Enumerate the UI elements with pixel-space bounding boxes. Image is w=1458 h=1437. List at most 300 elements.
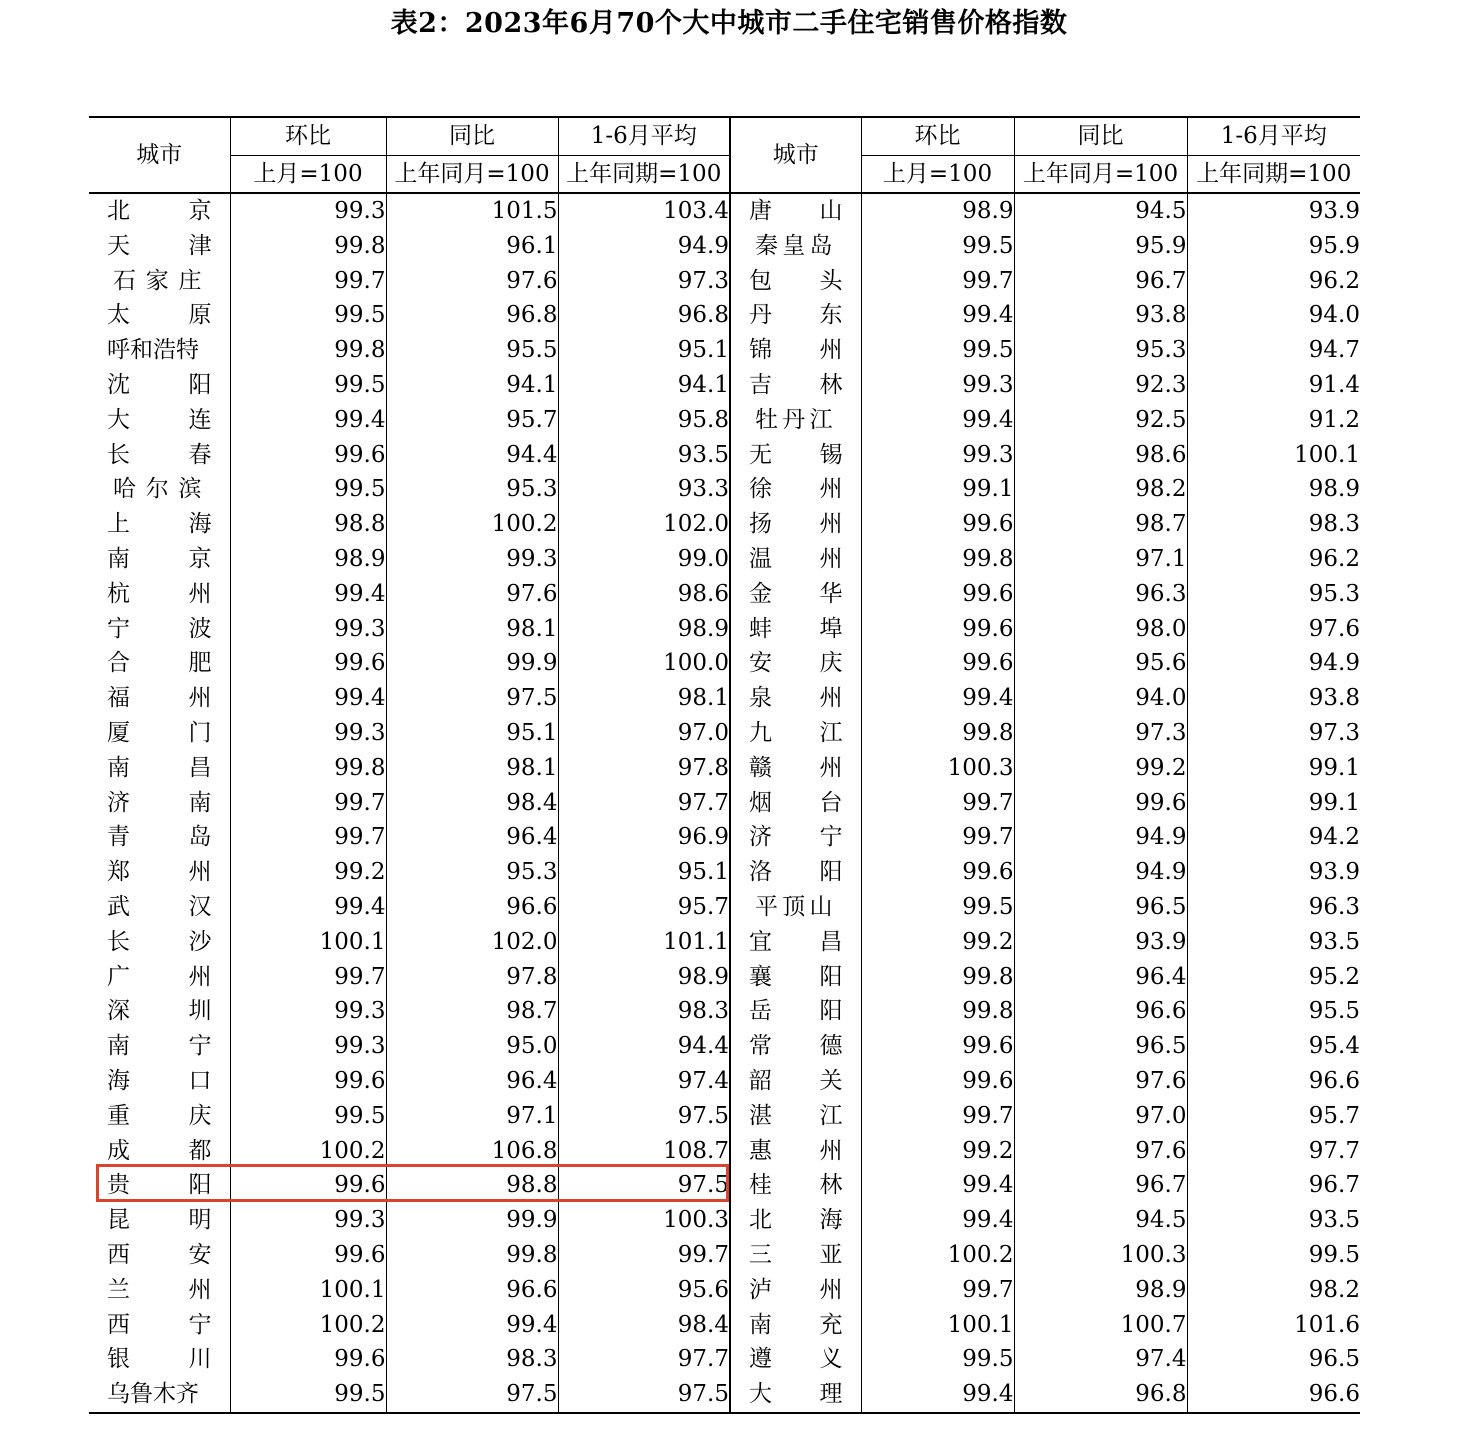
city-name-cell bbox=[89, 333, 230, 368]
mom-value-cell: 99.8 bbox=[861, 716, 1014, 751]
yoy-value-cell: 95.9 bbox=[1014, 229, 1187, 264]
city-name-cell bbox=[89, 646, 230, 681]
avg-value-cell: 97.8 bbox=[558, 751, 730, 786]
city-name-cell bbox=[730, 1134, 861, 1169]
yoy-value-cell: 99.6 bbox=[1014, 786, 1187, 821]
city-name: 福 州 bbox=[107, 685, 212, 712]
avg-value-cell: 97.7 bbox=[558, 1342, 730, 1377]
city-name: 广 州 bbox=[107, 963, 212, 990]
yoy-value-cell: 100.3 bbox=[1014, 1238, 1187, 1273]
table-row bbox=[89, 1308, 1360, 1343]
header-yoy-base-right: 上年同月=100 bbox=[1014, 156, 1187, 194]
mom-value-cell: 99.3 bbox=[861, 368, 1014, 403]
city-name: 平 顶 山 bbox=[755, 893, 833, 920]
city-name-cell bbox=[730, 681, 861, 716]
yoy-value-cell: 97.6 bbox=[386, 577, 558, 612]
city-name-cell bbox=[89, 994, 230, 1029]
mom-value-cell: 99.5 bbox=[230, 1099, 386, 1134]
mom-value-cell: 99.6 bbox=[861, 646, 1014, 681]
city-name-cell bbox=[89, 786, 230, 821]
mom-value-cell: 100.2 bbox=[861, 1238, 1014, 1273]
yoy-value-cell: 101.5 bbox=[386, 193, 558, 229]
avg-value-cell: 98.3 bbox=[558, 994, 730, 1029]
city-name-cell bbox=[89, 1168, 230, 1203]
city-name-cell bbox=[730, 994, 861, 1029]
table-row bbox=[89, 1168, 1360, 1203]
yoy-value-cell: 95.6 bbox=[1014, 646, 1187, 681]
mom-value-cell: 99.5 bbox=[230, 368, 386, 403]
avg-value-cell: 97.5 bbox=[558, 1168, 730, 1203]
mom-value-cell: 99.8 bbox=[230, 229, 386, 264]
city-name-cell bbox=[730, 820, 861, 855]
yoy-value-cell: 93.8 bbox=[1014, 298, 1187, 333]
city-name-cell bbox=[730, 333, 861, 368]
city-name: 北 京 bbox=[107, 198, 212, 224]
avg-value-cell: 97.4 bbox=[558, 1064, 730, 1099]
city-name: 烟 台 bbox=[749, 789, 843, 816]
avg-value-cell: 103.4 bbox=[558, 193, 730, 229]
city-name-cell bbox=[730, 1238, 861, 1273]
mom-value-cell: 99.6 bbox=[861, 577, 1014, 612]
table-row bbox=[89, 403, 1360, 438]
city-name: 长 春 bbox=[107, 441, 212, 468]
city-name: 重 庆 bbox=[107, 1102, 212, 1129]
yoy-value-cell: 99.3 bbox=[386, 542, 558, 577]
avg-value-cell: 91.4 bbox=[1187, 368, 1360, 403]
avg-value-cell: 94.0 bbox=[1187, 298, 1360, 333]
mom-value-cell: 99.6 bbox=[230, 1238, 386, 1273]
header-city-left: 城市 bbox=[89, 117, 230, 193]
table-row bbox=[89, 960, 1360, 995]
yoy-value-cell: 94.1 bbox=[386, 368, 558, 403]
avg-value-cell: 93.9 bbox=[1187, 855, 1360, 890]
city-name-cell bbox=[89, 890, 230, 925]
mom-value-cell: 99.4 bbox=[861, 1377, 1014, 1413]
city-name: 金 华 bbox=[749, 580, 843, 607]
city-name: 上 海 bbox=[107, 511, 212, 538]
mom-value-cell: 100.3 bbox=[861, 751, 1014, 786]
yoy-value-cell: 98.9 bbox=[1014, 1273, 1187, 1308]
price-index-table bbox=[89, 116, 1360, 1414]
yoy-value-cell: 98.1 bbox=[386, 612, 558, 647]
yoy-value-cell: 95.1 bbox=[386, 716, 558, 751]
city-name: 银 川 bbox=[107, 1346, 212, 1373]
yoy-value-cell: 96.3 bbox=[1014, 577, 1187, 612]
yoy-value-cell: 95.7 bbox=[386, 403, 558, 438]
yoy-value-cell: 95.3 bbox=[1014, 333, 1187, 368]
mom-value-cell: 100.1 bbox=[861, 1308, 1014, 1343]
yoy-value-cell: 96.4 bbox=[1014, 960, 1187, 995]
city-name-cell bbox=[89, 1134, 230, 1169]
table-row bbox=[89, 716, 1360, 751]
avg-value-cell: 96.7 bbox=[1187, 1168, 1360, 1203]
yoy-value-cell: 96.8 bbox=[386, 298, 558, 333]
mom-value-cell: 100.2 bbox=[230, 1134, 386, 1169]
table-row bbox=[89, 264, 1360, 299]
yoy-value-cell: 96.6 bbox=[1014, 994, 1187, 1029]
avg-value-cell: 98.1 bbox=[558, 681, 730, 716]
yoy-value-cell: 94.5 bbox=[1014, 1203, 1187, 1238]
yoy-value-cell: 97.5 bbox=[386, 681, 558, 716]
avg-value-cell: 97.3 bbox=[558, 264, 730, 299]
city-name-cell bbox=[730, 1029, 861, 1064]
mom-value-cell: 99.2 bbox=[861, 925, 1014, 960]
mom-value-cell: 99.5 bbox=[230, 298, 386, 333]
yoy-value-cell: 96.7 bbox=[1014, 264, 1187, 299]
city-name: 包 头 bbox=[749, 267, 843, 294]
city-name-cell bbox=[730, 368, 861, 403]
city-name: 杭 州 bbox=[107, 580, 212, 607]
city-name: 三 亚 bbox=[749, 1241, 843, 1268]
city-name-cell bbox=[730, 890, 861, 925]
table-row bbox=[89, 1273, 1360, 1308]
city-name-cell bbox=[89, 751, 230, 786]
mom-value-cell: 99.3 bbox=[230, 612, 386, 647]
city-name: 沈 阳 bbox=[107, 371, 212, 398]
yoy-value-cell: 97.5 bbox=[386, 1377, 558, 1413]
city-name-cell bbox=[730, 786, 861, 821]
yoy-value-cell: 100.2 bbox=[386, 507, 558, 542]
avg-value-cell: 95.8 bbox=[558, 403, 730, 438]
table-row bbox=[89, 368, 1360, 403]
city-name: 宜 昌 bbox=[749, 928, 843, 955]
city-name: 大 理 bbox=[749, 1381, 843, 1408]
city-name-cell bbox=[730, 925, 861, 960]
city-name-cell bbox=[730, 403, 861, 438]
table-row bbox=[89, 1134, 1360, 1169]
mom-value-cell: 99.8 bbox=[861, 994, 1014, 1029]
mom-value-cell: 99.8 bbox=[230, 333, 386, 368]
yoy-value-cell: 97.3 bbox=[1014, 716, 1187, 751]
city-name: 蚌 埠 bbox=[749, 615, 843, 642]
city-name-cell bbox=[730, 716, 861, 751]
avg-value-cell: 93.5 bbox=[1187, 1203, 1360, 1238]
mom-value-cell: 99.1 bbox=[861, 472, 1014, 507]
avg-value-cell: 95.1 bbox=[558, 855, 730, 890]
city-name: 贵 阳 bbox=[107, 1172, 212, 1199]
city-name: 九 江 bbox=[749, 719, 843, 746]
avg-value-cell: 99.5 bbox=[1187, 1238, 1360, 1273]
avg-value-cell: 98.3 bbox=[1187, 507, 1360, 542]
avg-value-cell: 98.9 bbox=[558, 960, 730, 995]
avg-value-cell: 91.2 bbox=[1187, 403, 1360, 438]
mom-value-cell: 99.3 bbox=[230, 716, 386, 751]
city-name-cell bbox=[89, 1308, 230, 1343]
mom-value-cell: 99.3 bbox=[861, 438, 1014, 473]
avg-value-cell: 99.1 bbox=[1187, 751, 1360, 786]
city-name: 石 家 庄 bbox=[113, 267, 202, 294]
mom-value-cell: 99.6 bbox=[230, 438, 386, 473]
mom-value-cell: 99.3 bbox=[230, 1203, 386, 1238]
table-row bbox=[89, 542, 1360, 577]
yoy-value-cell: 95.3 bbox=[386, 855, 558, 890]
yoy-value-cell: 97.1 bbox=[386, 1099, 558, 1134]
city-name-cell bbox=[730, 438, 861, 473]
city-name-cell bbox=[89, 507, 230, 542]
city-name-cell bbox=[730, 855, 861, 890]
yoy-value-cell: 96.4 bbox=[386, 820, 558, 855]
avg-value-cell: 96.6 bbox=[1187, 1064, 1360, 1099]
yoy-value-cell: 97.6 bbox=[1014, 1134, 1187, 1169]
city-name: 洛 阳 bbox=[749, 859, 843, 886]
mom-value-cell: 99.8 bbox=[230, 751, 386, 786]
avg-value-cell: 100.1 bbox=[1187, 438, 1360, 473]
avg-value-cell: 94.9 bbox=[1187, 646, 1360, 681]
avg-value-cell: 95.4 bbox=[1187, 1029, 1360, 1064]
city-name: 温 州 bbox=[749, 545, 843, 572]
city-name-cell bbox=[730, 229, 861, 264]
avg-value-cell: 95.2 bbox=[1187, 960, 1360, 995]
yoy-value-cell: 106.8 bbox=[386, 1134, 558, 1169]
yoy-value-cell: 98.4 bbox=[386, 786, 558, 821]
city-name: 牡 丹 江 bbox=[755, 406, 833, 433]
avg-value-cell: 93.9 bbox=[1187, 193, 1360, 229]
avg-value-cell: 97.0 bbox=[558, 716, 730, 751]
header-yoy-base-left: 上年同月=100 bbox=[386, 156, 558, 194]
city-name-cell bbox=[89, 612, 230, 647]
city-name-cell bbox=[730, 577, 861, 612]
avg-value-cell: 94.1 bbox=[558, 368, 730, 403]
table-row bbox=[89, 1099, 1360, 1134]
mom-value-cell: 99.7 bbox=[861, 264, 1014, 299]
avg-value-cell: 99.0 bbox=[558, 542, 730, 577]
city-name: 西 安 bbox=[107, 1241, 212, 1268]
avg-value-cell: 93.5 bbox=[1187, 925, 1360, 960]
city-name: 天 津 bbox=[107, 232, 212, 259]
city-name: 大 连 bbox=[107, 406, 212, 433]
city-name-cell bbox=[89, 438, 230, 473]
city-name-cell bbox=[89, 681, 230, 716]
table-row bbox=[89, 193, 1360, 229]
yoy-value-cell: 94.9 bbox=[1014, 855, 1187, 890]
yoy-value-cell: 95.5 bbox=[386, 333, 558, 368]
city-name-cell bbox=[89, 1203, 230, 1238]
table-row bbox=[89, 646, 1360, 681]
city-name: 深 圳 bbox=[107, 998, 212, 1025]
city-name-cell bbox=[730, 507, 861, 542]
header-avg-base-right: 上年同期=100 bbox=[1187, 156, 1360, 194]
mom-value-cell: 99.7 bbox=[230, 820, 386, 855]
mom-value-cell: 99.5 bbox=[230, 1377, 386, 1413]
city-name: 南 宁 bbox=[107, 1033, 212, 1060]
mom-value-cell: 99.6 bbox=[230, 1064, 386, 1099]
header-avg-base-left: 上年同期=100 bbox=[558, 156, 730, 194]
city-name-cell bbox=[730, 1342, 861, 1377]
mom-value-cell: 99.7 bbox=[230, 264, 386, 299]
mom-value-cell: 99.6 bbox=[861, 1064, 1014, 1099]
mom-value-cell: 99.5 bbox=[861, 1342, 1014, 1377]
yoy-value-cell: 98.8 bbox=[386, 1168, 558, 1203]
avg-value-cell: 96.2 bbox=[1187, 542, 1360, 577]
avg-value-cell: 96.3 bbox=[1187, 890, 1360, 925]
city-name-cell bbox=[89, 925, 230, 960]
city-name-cell bbox=[89, 368, 230, 403]
table-row bbox=[89, 507, 1360, 542]
table-row bbox=[89, 1238, 1360, 1273]
mom-value-cell: 100.1 bbox=[230, 1273, 386, 1308]
mom-value-cell: 99.3 bbox=[230, 193, 386, 229]
avg-value-cell: 102.0 bbox=[558, 507, 730, 542]
yoy-value-cell: 99.9 bbox=[386, 646, 558, 681]
city-name-cell bbox=[89, 472, 230, 507]
city-name: 锦 州 bbox=[749, 337, 843, 364]
city-name: 长 沙 bbox=[107, 928, 212, 955]
mom-value-cell: 98.9 bbox=[230, 542, 386, 577]
yoy-value-cell: 94.9 bbox=[1014, 820, 1187, 855]
mom-value-cell: 99.6 bbox=[230, 1342, 386, 1377]
city-name: 遵 义 bbox=[749, 1346, 843, 1373]
city-name-cell bbox=[89, 820, 230, 855]
table-row bbox=[89, 438, 1360, 473]
mom-value-cell: 99.4 bbox=[230, 403, 386, 438]
header-avg-left: 1-6月平均 bbox=[558, 117, 730, 156]
mom-value-cell: 99.7 bbox=[861, 1099, 1014, 1134]
yoy-value-cell: 98.2 bbox=[1014, 472, 1187, 507]
table-row bbox=[89, 786, 1360, 821]
yoy-value-cell: 96.8 bbox=[1014, 1377, 1187, 1413]
avg-value-cell: 93.5 bbox=[558, 438, 730, 473]
mom-value-cell: 99.7 bbox=[230, 960, 386, 995]
city-name-cell bbox=[89, 1029, 230, 1064]
table-body bbox=[89, 193, 1360, 1413]
yoy-value-cell: 96.6 bbox=[386, 890, 558, 925]
city-name-cell bbox=[89, 264, 230, 299]
avg-value-cell: 96.9 bbox=[558, 820, 730, 855]
city-name: 赣 州 bbox=[749, 754, 843, 781]
yoy-value-cell: 98.7 bbox=[1014, 507, 1187, 542]
table-row bbox=[89, 472, 1360, 507]
mom-value-cell: 99.4 bbox=[861, 1168, 1014, 1203]
avg-value-cell: 97.6 bbox=[1187, 612, 1360, 647]
header-avg-right: 1-6月平均 bbox=[1187, 117, 1360, 156]
city-name: 济 宁 bbox=[749, 824, 843, 851]
city-name: 郑 州 bbox=[107, 859, 212, 886]
avg-value-cell: 96.2 bbox=[1187, 264, 1360, 299]
yoy-value-cell: 98.3 bbox=[386, 1342, 558, 1377]
mom-value-cell: 98.9 bbox=[861, 193, 1014, 229]
city-name-cell bbox=[730, 1273, 861, 1308]
table-row bbox=[89, 681, 1360, 716]
yoy-value-cell: 98.7 bbox=[386, 994, 558, 1029]
city-name-cell bbox=[89, 229, 230, 264]
city-name: 兰 州 bbox=[107, 1276, 212, 1303]
city-name-cell bbox=[730, 1203, 861, 1238]
yoy-value-cell: 96.6 bbox=[386, 1273, 558, 1308]
city-name-cell bbox=[89, 1238, 230, 1273]
table-row bbox=[89, 1064, 1360, 1099]
city-name: 合 肥 bbox=[107, 650, 212, 677]
avg-value-cell: 101.6 bbox=[1187, 1308, 1360, 1343]
avg-value-cell: 94.9 bbox=[558, 229, 730, 264]
header-mom-left: 环比 bbox=[230, 117, 386, 156]
city-name: 济 南 bbox=[107, 789, 212, 816]
avg-value-cell: 97.7 bbox=[558, 786, 730, 821]
avg-value-cell: 100.0 bbox=[558, 646, 730, 681]
avg-value-cell: 98.4 bbox=[558, 1308, 730, 1343]
avg-value-cell: 98.9 bbox=[1187, 472, 1360, 507]
avg-value-cell: 95.7 bbox=[558, 890, 730, 925]
yoy-value-cell: 98.1 bbox=[386, 751, 558, 786]
yoy-value-cell: 92.3 bbox=[1014, 368, 1187, 403]
mom-value-cell: 98.8 bbox=[230, 507, 386, 542]
yoy-value-cell: 94.4 bbox=[386, 438, 558, 473]
city-name-cell bbox=[89, 403, 230, 438]
city-name: 安 庆 bbox=[749, 650, 843, 677]
header-mom-right: 环比 bbox=[861, 117, 1014, 156]
city-name-cell bbox=[89, 1342, 230, 1377]
avg-value-cell: 96.8 bbox=[558, 298, 730, 333]
mom-value-cell: 99.7 bbox=[230, 786, 386, 821]
yoy-value-cell: 99.2 bbox=[1014, 751, 1187, 786]
avg-value-cell: 95.5 bbox=[1187, 994, 1360, 1029]
mom-value-cell: 99.7 bbox=[861, 1273, 1014, 1308]
city-name: 徐 州 bbox=[749, 476, 843, 503]
city-name: 襄 阳 bbox=[749, 963, 843, 990]
yoy-value-cell: 96.7 bbox=[1014, 1168, 1187, 1203]
city-name: 无 锡 bbox=[749, 441, 843, 468]
city-name-cell bbox=[89, 1064, 230, 1099]
yoy-value-cell: 97.4 bbox=[1014, 1342, 1187, 1377]
city-name: 太 原 bbox=[107, 302, 212, 329]
avg-value-cell: 97.5 bbox=[558, 1377, 730, 1413]
mom-value-cell: 99.6 bbox=[861, 612, 1014, 647]
mom-value-cell: 99.4 bbox=[861, 681, 1014, 716]
yoy-value-cell: 99.9 bbox=[386, 1203, 558, 1238]
mom-value-cell: 99.6 bbox=[230, 646, 386, 681]
city-name: 惠 州 bbox=[749, 1137, 843, 1164]
city-name-cell bbox=[89, 542, 230, 577]
city-name: 泸 州 bbox=[749, 1276, 843, 1303]
city-name: 桂 林 bbox=[749, 1172, 843, 1199]
city-name: 昆 明 bbox=[107, 1207, 212, 1234]
yoy-value-cell: 97.8 bbox=[386, 960, 558, 995]
city-name: 唐 山 bbox=[749, 198, 843, 224]
yoy-value-cell: 97.6 bbox=[386, 264, 558, 299]
mom-value-cell: 99.4 bbox=[861, 403, 1014, 438]
yoy-value-cell: 96.5 bbox=[1014, 890, 1187, 925]
mom-value-cell: 99.4 bbox=[230, 577, 386, 612]
city-name-cell bbox=[89, 960, 230, 995]
table-row bbox=[89, 1029, 1360, 1064]
city-name: 泉 州 bbox=[749, 685, 843, 712]
city-name: 南 昌 bbox=[107, 754, 212, 781]
city-name: 哈 尔 滨 bbox=[113, 476, 202, 503]
table-row bbox=[89, 855, 1360, 890]
city-name-cell bbox=[730, 264, 861, 299]
mom-value-cell: 99.6 bbox=[230, 1168, 386, 1203]
city-name-cell bbox=[730, 1099, 861, 1134]
table-row bbox=[89, 229, 1360, 264]
city-name-cell bbox=[89, 1377, 230, 1413]
city-name: 常 德 bbox=[749, 1033, 843, 1060]
header-mom-base-right: 上月=100 bbox=[861, 156, 1014, 194]
yoy-value-cell: 97.6 bbox=[1014, 1064, 1187, 1099]
table-row bbox=[89, 994, 1360, 1029]
city-name-cell bbox=[730, 1168, 861, 1203]
city-name: 武 汉 bbox=[107, 893, 212, 920]
mom-value-cell: 99.5 bbox=[861, 890, 1014, 925]
avg-value-cell: 95.6 bbox=[558, 1273, 730, 1308]
city-name-cell bbox=[89, 298, 230, 333]
avg-value-cell: 95.1 bbox=[558, 333, 730, 368]
avg-value-cell: 95.7 bbox=[1187, 1099, 1360, 1134]
mom-value-cell: 99.2 bbox=[230, 855, 386, 890]
avg-value-cell: 97.3 bbox=[1187, 716, 1360, 751]
city-name: 南 充 bbox=[749, 1311, 843, 1338]
city-name: 海 口 bbox=[107, 1067, 212, 1094]
yoy-value-cell: 95.0 bbox=[386, 1029, 558, 1064]
table-header bbox=[89, 117, 1360, 193]
